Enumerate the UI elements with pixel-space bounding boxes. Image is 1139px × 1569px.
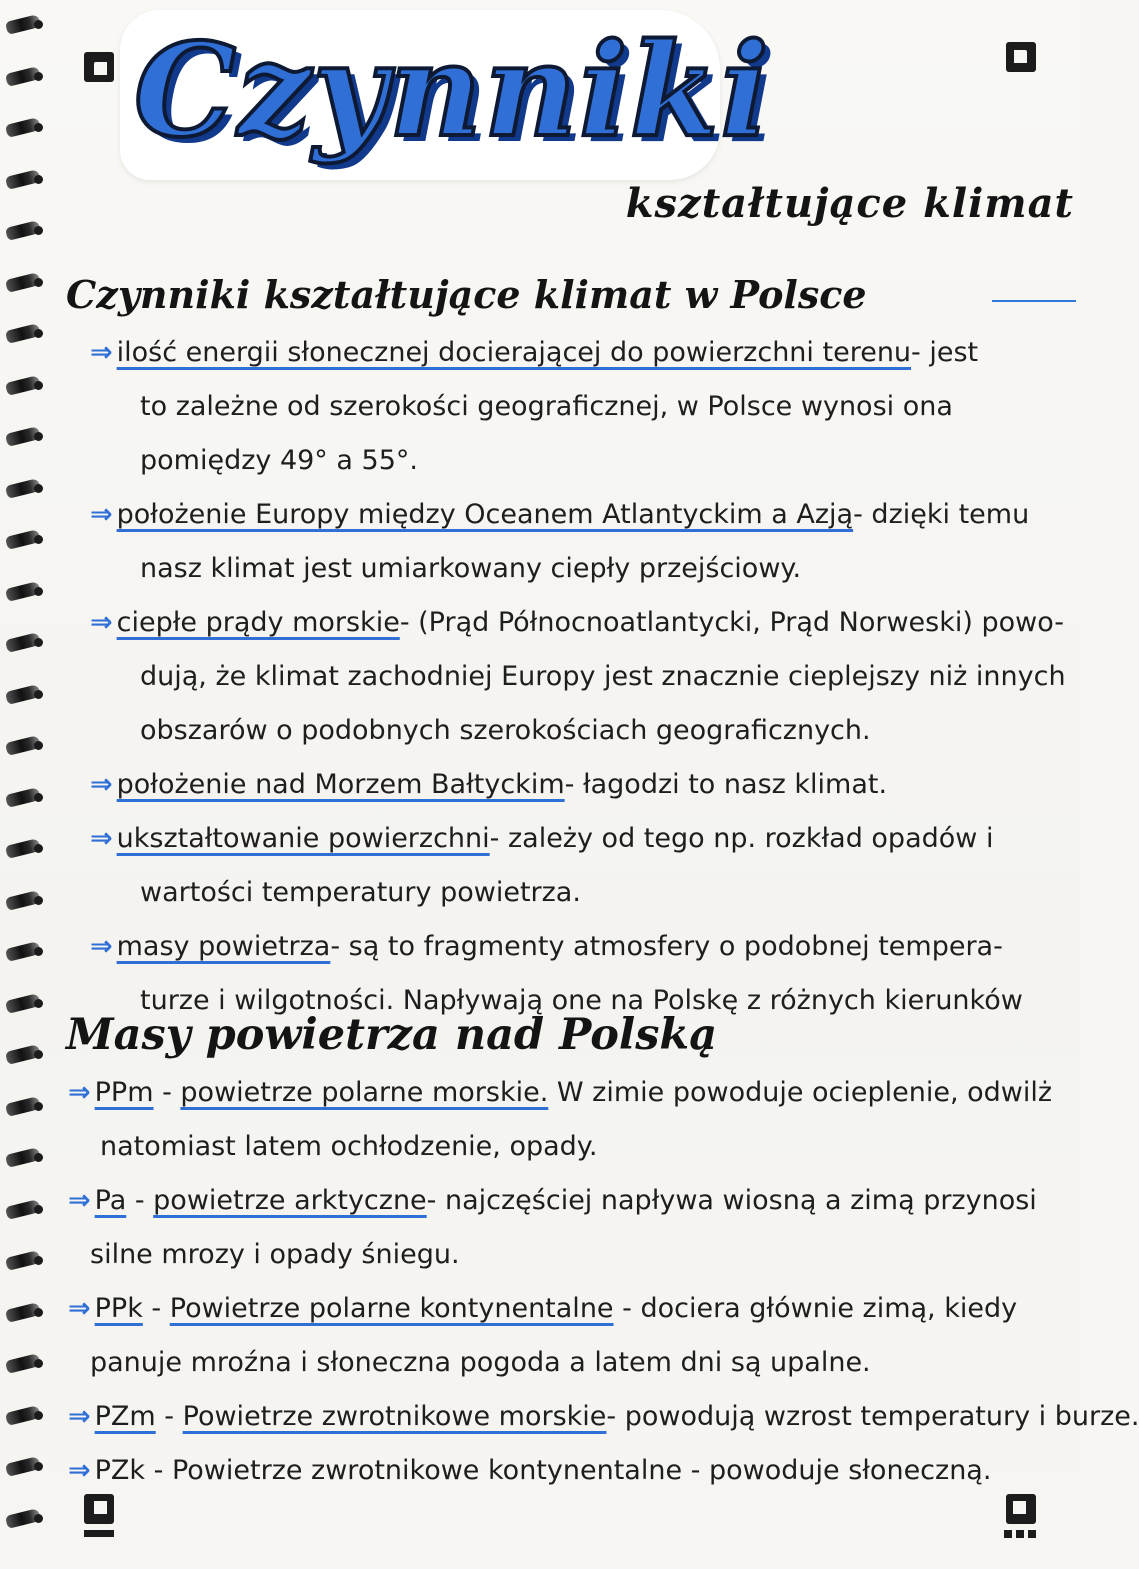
arrow-icon: ⇒ <box>68 1293 91 1324</box>
separator: - <box>155 1401 183 1432</box>
punch-hole <box>34 329 43 338</box>
list-item-text: - (Prąd Północnoatlantycki, Prąd Norweski) powo- <box>399 607 1064 638</box>
arrow-icon: ⇒ <box>90 823 113 854</box>
punch-hole <box>34 381 43 390</box>
list-item <box>90 812 1066 866</box>
punch-hole <box>34 123 43 132</box>
air-mass-code: PPm <box>94 1077 154 1108</box>
factors-list <box>90 326 1066 1028</box>
list-item-continuation: pomiędzy 49° a 55°. <box>140 445 418 476</box>
list-item-continuation: turze i wilgotności. Napływają one na Polskę z różnych kierunków <box>140 985 1023 1016</box>
list-item-term: masy powietrza <box>116 931 331 962</box>
punch-hole <box>34 1359 43 1368</box>
list-item-text: - są to fragmenty atmosfery o podobnej tempera- <box>330 931 1003 962</box>
separator: - <box>153 1077 181 1108</box>
arrow-icon: ⇒ <box>90 337 113 368</box>
arrow-icon: ⇒ <box>90 499 113 530</box>
air-mass-code: PZk <box>94 1455 146 1486</box>
arrow-icon: ⇒ <box>68 1185 91 1216</box>
list-item-text: - najczęściej napływa wiosną a zimą przynosi <box>426 1185 1037 1216</box>
list-item-term: Powietrze zwrotnikowe morskie <box>182 1401 607 1432</box>
punch-hole <box>34 1308 43 1317</box>
punch-hole <box>34 638 43 647</box>
punch-hole <box>34 1153 43 1162</box>
punch-hole <box>34 690 43 699</box>
separator: - <box>145 1455 172 1486</box>
list-item-text: W zimie powoduje ocieplenie, odwilż <box>548 1077 1053 1108</box>
arrow-icon: ⇒ <box>90 931 113 962</box>
list-item-text: - dociera głównie zimą, kiedy <box>613 1293 1018 1324</box>
punch-hole <box>34 844 43 853</box>
list-item-term: położenie Europy między Oceanem Atlantyckim a Azją <box>116 499 854 530</box>
list-item-term: położenie nad Morzem Bałtyckim <box>116 769 565 800</box>
punch-hole <box>34 535 43 544</box>
punch-hole <box>34 432 43 441</box>
heading-rule <box>992 300 1076 302</box>
list-item-term: Powietrze zwrotnikowe kontynentalne <box>171 1455 683 1486</box>
punch-hole <box>34 741 43 750</box>
arrow-icon: ⇒ <box>90 607 113 638</box>
corner-mark-top-left-icon <box>84 52 114 82</box>
punch-hole <box>34 1514 43 1523</box>
list-item <box>68 1174 1068 1228</box>
list-item-term: powietrze polarne morskie. <box>180 1077 549 1108</box>
punch-hole <box>34 226 43 235</box>
list-item-text: - jest <box>911 337 979 368</box>
punch-hole <box>34 1050 43 1059</box>
list-item-term: powietrze arktyczne <box>153 1185 427 1216</box>
punch-hole <box>34 793 43 802</box>
arrow-icon: ⇒ <box>68 1401 91 1432</box>
punch-hole <box>34 999 43 1008</box>
punch-hole <box>34 1102 43 1111</box>
title-area <box>120 10 771 190</box>
list-item-text: - zależy od tego np. rozkład opadów i <box>489 823 994 854</box>
spiral-binding <box>0 18 56 1558</box>
punch-hole <box>34 20 43 29</box>
corner-mark-top-right-icon <box>1006 42 1036 72</box>
punch-hole <box>34 278 43 287</box>
list-item-term: ciepłe prądy morskie <box>116 607 400 638</box>
list-item-text: - powodują wzrost temperatury i burze. <box>606 1401 1139 1432</box>
list-item-text: - łagodzi to nasz klimat. <box>564 769 888 800</box>
bottom-right-dots-icon <box>1004 1530 1038 1538</box>
punch-hole <box>34 1205 43 1214</box>
list-item-continuation: obszarów o podobnych szerokościach geograficznych. <box>140 715 871 746</box>
punch-hole <box>34 1411 43 1420</box>
list-item <box>68 1282 1068 1336</box>
list-item-continuation: dują, że klimat zachodniej Europy jest znacznie cieplejszy niż innych <box>140 661 1066 692</box>
air-mass-code: Pa <box>94 1185 127 1216</box>
list-item-term: ilość energii słonecznej docierającej do powierzchni terenu <box>116 337 912 368</box>
separator: - <box>126 1185 154 1216</box>
punch-hole <box>34 587 43 596</box>
air-mass-code: PZm <box>94 1401 156 1432</box>
air-mass-code: PPk <box>94 1293 143 1324</box>
page-title: Czynniki <box>134 16 771 166</box>
section-heading-air-masses: Masy powietrza nad Polską <box>66 1010 718 1060</box>
list-item <box>68 1066 1068 1120</box>
list-item-continuation: natomiast latem ochłodzenie, opady. <box>100 1131 598 1162</box>
arrow-icon: ⇒ <box>68 1455 91 1486</box>
list-item <box>68 1444 1068 1498</box>
list-item-term: ukształtowanie powierzchni <box>116 823 490 854</box>
list-item <box>90 488 1066 542</box>
list-item-continuation: silne mrozy i opady śniegu. <box>90 1239 460 1270</box>
air-masses-list <box>68 1066 1139 1498</box>
section-heading-factors: Czynniki kształtujące klimat w Polsce <box>66 272 867 317</box>
punch-hole <box>34 896 43 905</box>
list-item-term: Powietrze polarne kontynentalne <box>169 1293 614 1324</box>
list-item <box>90 596 1066 650</box>
punch-hole <box>34 1462 43 1471</box>
list-item-continuation: to zależne od szerokości geograficznej, w Polsce wynosi ona <box>140 391 953 422</box>
corner-mark-bottom-left-icon <box>84 1494 114 1524</box>
bottom-left-underline <box>84 1530 114 1537</box>
list-item <box>90 758 1066 812</box>
page-subtitle: kształtujące klimat <box>625 180 1074 227</box>
list-item <box>68 1390 1139 1444</box>
punch-hole <box>34 484 43 493</box>
punch-hole <box>34 947 43 956</box>
punch-hole <box>34 72 43 81</box>
arrow-icon: ⇒ <box>90 769 113 800</box>
list-item <box>90 920 1066 974</box>
punch-hole <box>34 1256 43 1265</box>
list-item-continuation: wartości temperatury powietrza. <box>140 877 581 908</box>
list-item-text: - powoduje słoneczną. <box>682 1455 992 1486</box>
separator: - <box>142 1293 170 1324</box>
corner-mark-bottom-right-icon <box>1006 1494 1036 1524</box>
list-item-continuation: nasz klimat jest umiarkowany ciepły przejściowy. <box>140 553 802 584</box>
punch-hole <box>34 175 43 184</box>
list-item-text: - dzięki temu <box>853 499 1030 530</box>
list-item <box>90 326 1066 380</box>
list-item-continuation: panuje mroźna i słoneczna pogoda a latem dni są upalne. <box>90 1347 871 1378</box>
arrow-icon: ⇒ <box>68 1077 91 1108</box>
